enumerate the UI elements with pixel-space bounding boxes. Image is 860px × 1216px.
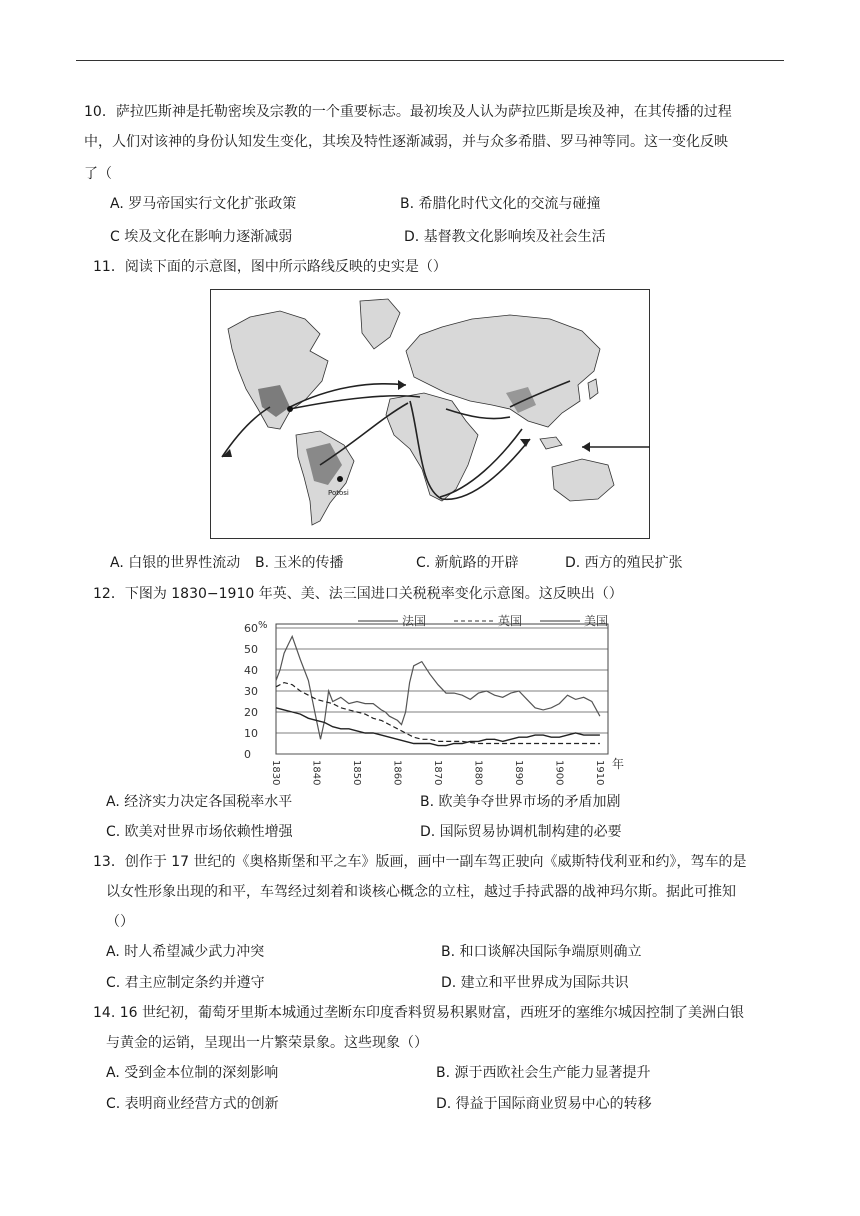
map-marker-mexico bbox=[287, 406, 293, 412]
q12-stem: 12．下图为 1830−1910 年英、美、法三国进口关税税率变化示意图。这反映出（） bbox=[93, 586, 623, 602]
chart-y-tick-labels bbox=[244, 620, 268, 761]
q11-stem: 11．阅读下面的示意图，图中所示路线反映的史实是（） bbox=[93, 259, 447, 275]
chart-series-美国 bbox=[276, 636, 600, 739]
chart-y-tick-label: 30 bbox=[244, 685, 258, 698]
chart-x-tick-labels bbox=[270, 756, 624, 785]
map-marker-potosi bbox=[337, 476, 343, 482]
chart-y-tick-label: 20 bbox=[244, 706, 258, 719]
chart-x-tick-label: 1870 bbox=[431, 760, 443, 786]
chart-y-tick-label: 40 bbox=[244, 664, 258, 677]
q13-option-a[interactable]: A. 时人希望减少武力冲突 bbox=[106, 944, 265, 960]
q10-option-b[interactable]: B. 希腊化时代文化的交流与碰撞 bbox=[400, 196, 601, 212]
q10-stem-line1: 10．萨拉匹斯神是托勒密埃及宗教的一个重要标志。最初埃及人认为萨拉匹斯是埃及神，在其传播的过程 bbox=[84, 104, 732, 120]
chart-legend-label: 英国 bbox=[498, 614, 523, 628]
chart-x-tick-label: 1910 bbox=[593, 760, 605, 786]
world-map-figure bbox=[210, 289, 650, 539]
chart-y-tick-label: 50 bbox=[244, 643, 258, 656]
q14-option-d[interactable]: D. 得益于国际商业贸易中心的转移 bbox=[436, 1096, 652, 1112]
q14-option-a[interactable]: A. 受到金本位制的深刻影响 bbox=[106, 1065, 279, 1081]
chart-legend bbox=[358, 613, 608, 628]
q11-option-c[interactable]: C. 新航路的开辟 bbox=[416, 555, 519, 571]
map-label-potosi: Potosi bbox=[328, 489, 349, 497]
q12-option-a[interactable]: A. 经济实力决定各国税率水平 bbox=[106, 794, 293, 810]
chart-series-法国 bbox=[276, 708, 600, 746]
chart-y-tick-label: 0 bbox=[244, 748, 251, 761]
q10-stem-line3: 了（ bbox=[84, 166, 112, 182]
q13-option-d[interactable]: D. 建立和平世界成为国际共识 bbox=[441, 975, 629, 991]
q12-option-d[interactable]: D. 国际贸易协调机制构建的必要 bbox=[420, 824, 622, 840]
chart-legend-label: 法国 bbox=[402, 614, 427, 628]
q14-stem-line1: 14. 16 世纪初，葡萄牙里斯本城通过垄断东印度香料贸易积累财富，西班牙的塞维尔城因控制了美洲白银 bbox=[93, 1005, 744, 1021]
q12-option-b[interactable]: B. 欧美争夺世界市场的矛盾加剧 bbox=[420, 794, 621, 810]
chart-x-tick-label: 1880 bbox=[472, 760, 484, 786]
q13-option-c[interactable]: C. 君主应制定条约并遵守 bbox=[106, 975, 265, 991]
chart-legend-label: 美国 bbox=[584, 614, 609, 628]
chart-x-tick-label: 1830 bbox=[270, 760, 281, 786]
q14-stem-line2: 与黄金的运销，呈现出一片繁荣景象。这些现象（） bbox=[106, 1035, 428, 1051]
q13-option-b[interactable]: B. 和口谈解决国际争端原则确立 bbox=[441, 944, 642, 960]
q13-stem-line3: （） bbox=[106, 914, 134, 930]
q12-option-c[interactable]: C. 欧美对世界市场依赖性增强 bbox=[106, 824, 293, 840]
q10-option-d[interactable]: D. 基督教文化影响埃及社会生活 bbox=[404, 229, 606, 245]
tariff-line-chart bbox=[240, 612, 650, 790]
q10-stem-line2: 中，人们对该神的身份认知发生变化，其埃及特性逐渐减弱，并与众多希腊、罗马神等同。这一变化反映 bbox=[84, 134, 728, 150]
chart-x-tick-label: 1900 bbox=[553, 760, 565, 786]
chart-y-tick-label: 10 bbox=[244, 727, 258, 740]
chart-x-tick-label: 1890 bbox=[512, 760, 524, 786]
q14-option-c[interactable]: C. 表明商业经营方式的创新 bbox=[106, 1096, 279, 1112]
q11-option-b[interactable]: B. 玉米的传播 bbox=[255, 555, 344, 571]
chart-y-unit: % bbox=[258, 620, 268, 631]
chart-x-tick-label: 1860 bbox=[391, 760, 403, 786]
chart-x-tick-label: 1850 bbox=[350, 760, 362, 786]
q11-option-d[interactable]: D. 西方的殖民扩张 bbox=[565, 555, 683, 571]
chart-x-tick-label: 1840 bbox=[310, 760, 322, 786]
chart-y-tick-label: 60 bbox=[244, 622, 258, 635]
header-rule bbox=[76, 60, 784, 61]
q10-option-c[interactable]: C 埃及文化在影响力逐渐减弱 bbox=[110, 229, 293, 245]
q14-option-b[interactable]: B. 源于西欧社会生产能力显著提升 bbox=[436, 1065, 651, 1081]
q13-stem-line1: 13．创作于 17 世纪的《奥格斯堡和平之车》版画，画中一副车驾正驶向《威斯特伐利亚和约》，驾车的是 bbox=[93, 854, 747, 870]
chart-x-unit: 年 bbox=[612, 757, 625, 771]
q11-option-a[interactable]: A. 白银的世界性流动 bbox=[110, 555, 241, 571]
q10-option-a[interactable]: A. 罗马帝国实行文化扩张政策 bbox=[110, 196, 297, 212]
chart-series-英国 bbox=[276, 683, 600, 744]
q13-stem-line2: 以女性形象出现的和平，车驾经过刻着和谈核心概念的立柱，越过手持武器的战神玛尔斯。据此可推知 bbox=[106, 884, 736, 900]
